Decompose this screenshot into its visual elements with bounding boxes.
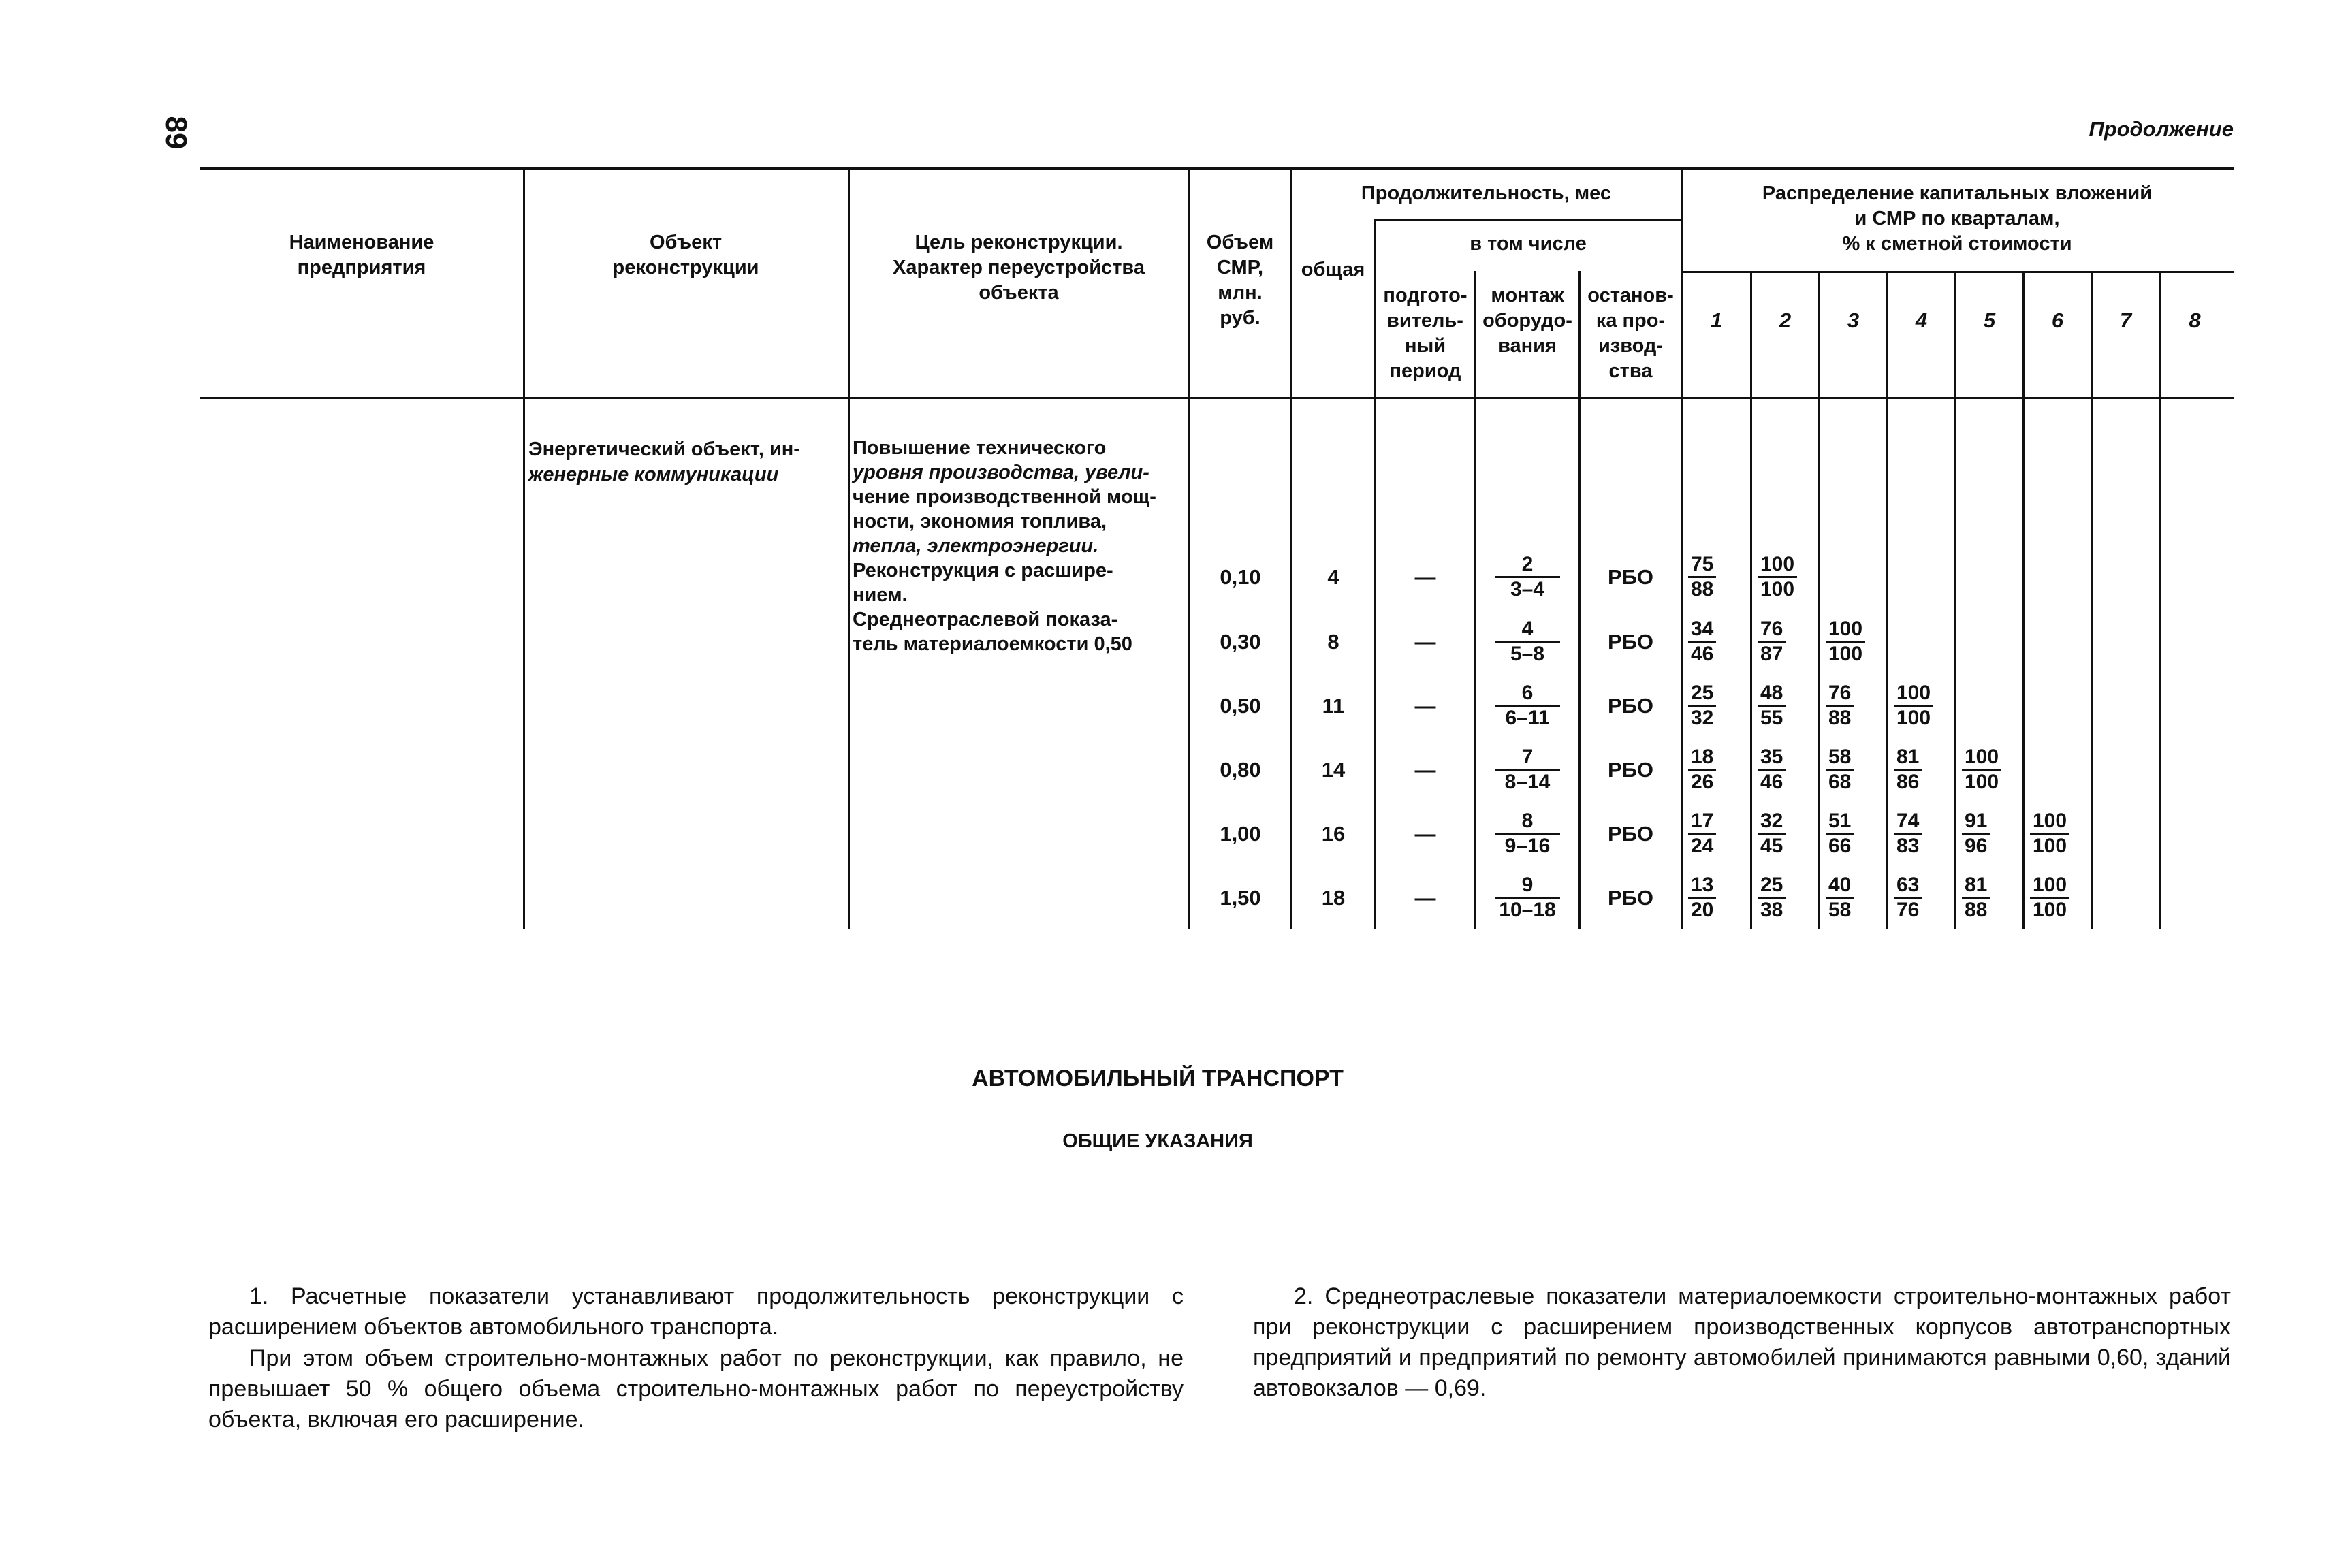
quarter-3-fraction: $\frac{51}{66}$ [1826, 810, 1854, 858]
quarter-5-fraction: $\frac{81}{88}$ [1962, 874, 1990, 922]
section-title-text: АВТОМОБИЛЬНЫЙ ТРАНСПОРТ [972, 1066, 1344, 1091]
total-duration: 16 [1321, 822, 1346, 846]
volume-value: 0,30 [1220, 630, 1261, 654]
quarter-3-fraction: $\frac{76}{88}$ [1826, 682, 1854, 730]
quarter-4-fraction: $\frac{100}{100}$ [1894, 682, 1933, 730]
quarter-4-fraction: $\frac{63}{76}$ [1894, 874, 1922, 922]
volume-value: 0,10 [1220, 565, 1261, 589]
quarter-2-fraction: $\frac{25}{38}$ [1758, 874, 1786, 922]
quarter-4: 4 [1915, 308, 1928, 332]
total-duration: 4 [1327, 565, 1339, 589]
quarter-3-fraction: $\frac{58}{68}$ [1826, 746, 1854, 794]
quarter-2-fraction: $\frac{32}{45}$ [1758, 810, 1786, 858]
quarter-1-fraction: $\frac{13}{20}$ [1688, 874, 1716, 922]
quarter-3-fraction: $\frac{100}{100}$ [1826, 618, 1865, 666]
paragraph-3: 2. Среднеотраслевые показатели материалоемкости строительно-монтажных работ при реконструкции с расширением производственных корпусов автотранспортных предприятий и предприятий по ремонту автомобилей принимаются равными 0,60, зданий автовокзалов — 0,69. [1253, 1283, 2231, 1401]
total-duration: 14 [1321, 758, 1346, 782]
prep-period-value: — [1414, 758, 1436, 782]
quarter-5-fraction: $\frac{100}{100}$ [1962, 746, 2001, 794]
header-duration: Продолжительность, мес [1361, 182, 1612, 204]
header-distribution: Распределение капитальных вложений и СМР по кварталам, % к сметной стоимости [1762, 182, 2153, 255]
quarter-6: 6 [2051, 308, 2064, 332]
quarter-5: 5 [1983, 308, 1996, 332]
quarter-4-fraction: $\frac{81}{86}$ [1894, 746, 1922, 794]
quarter-3: 3 [1847, 308, 1860, 332]
header-enterprise-name: Наименование предприятия [289, 231, 434, 278]
quarter-1-fraction: $\frac{75}{88}$ [1688, 553, 1716, 601]
quarter-5-fraction: $\frac{91}{96}$ [1962, 810, 1990, 858]
stop-value: РБО [1607, 630, 1654, 654]
header-total: общая [1301, 259, 1365, 281]
goal-description: Повышение технического уровня производства, увели- чение производственной мощ- ности, экономия топлива, тепла, электроэнергии. Реконструкция с расшире- нием. Среднеотраслевой показа- тель материалоемкости 0,50 [853, 437, 1156, 655]
quarter-2-fraction: $\frac{35}{46}$ [1758, 746, 1786, 794]
header-object: Объект реконструкции [612, 231, 759, 278]
quarter-8: 8 [2189, 308, 2201, 332]
quarter-2-fraction: $\frac{48}{55}$ [1758, 682, 1786, 730]
quarter-1: 1 [1710, 308, 1723, 332]
page-number: 89 [159, 116, 193, 150]
continuation-label: Продолжение [2089, 117, 2234, 141]
quarter-1-fraction: $\frac{18}{26}$ [1688, 746, 1716, 794]
stop-value: РБО [1607, 822, 1654, 846]
quarter-4-fraction: $\frac{74}{83}$ [1894, 810, 1922, 858]
prep-period-value: — [1414, 630, 1436, 654]
quarter-1-fraction: $\frac{17}{24}$ [1688, 810, 1716, 858]
prep-period-value: — [1414, 565, 1436, 589]
stop-value: РБО [1607, 886, 1654, 910]
header-mounting: монтаж оборудо- вания [1482, 285, 1572, 357]
prep-period-value: — [1414, 886, 1436, 910]
prep-period-value: — [1414, 694, 1436, 718]
header-goal: Цель реконструкции. Характер переустройства объекта [893, 231, 1145, 304]
section-subtitle: ОБЩИЕ УКАЗАНИЯ [1062, 1130, 1253, 1152]
quarter-3-fraction: $\frac{40}{58}$ [1826, 874, 1854, 922]
quarter-2-fraction: $\frac{100}{100}$ [1758, 553, 1797, 601]
paragraph-1: 1. Расчетные показатели устанавливают продолжительность реконструкции с расширением объектов автомобильного транспорта. [208, 1283, 1184, 1340]
quarter-1-fraction: $\frac{25}{32}$ [1688, 682, 1716, 730]
stop-value: РБО [1607, 694, 1654, 718]
quarter-2: 2 [1779, 308, 1792, 332]
header-volume: Объем СМР, млн. руб. [1206, 231, 1274, 329]
mounting-fraction: $\frac{2}{3-4}$ [1478, 553, 1577, 601]
mounting-fraction: $\frac{8}{9-16}$ [1478, 810, 1577, 858]
header-stop: останов- ка про- извод- ства [1587, 285, 1674, 382]
quarter-6-fraction: $\frac{100}{100}$ [2030, 810, 2069, 858]
volume-value: 1,50 [1220, 886, 1261, 910]
object-description: Энергетический объект, ин- женерные коммуникации [528, 438, 800, 485]
stop-value: РБО [1607, 565, 1654, 589]
prep-period-value: — [1414, 822, 1436, 846]
quarter-7: 7 [2119, 308, 2132, 332]
mounting-fraction: $\frac{9}{10-18}$ [1478, 874, 1577, 922]
header-prep-period: подгото- витель- ный период [1383, 285, 1467, 382]
volume-value: 1,00 [1220, 822, 1261, 846]
header-including: в том числе [1470, 233, 1587, 255]
stop-value: РБО [1607, 758, 1654, 782]
mounting-fraction: $\frac{6}{6-11}$ [1478, 682, 1577, 730]
mounting-fraction: $\frac{7}{8-14}$ [1478, 746, 1577, 794]
volume-value: 0,80 [1220, 758, 1261, 782]
total-duration: 8 [1327, 630, 1339, 654]
quarter-2-fraction: $\frac{76}{87}$ [1758, 618, 1786, 666]
mounting-fraction: $\frac{4}{5-8}$ [1478, 618, 1577, 666]
quarter-1-fraction: $\frac{34}{46}$ [1688, 618, 1716, 666]
paragraph-2: При этом объем строительно-монтажных работ по реконструкции, как правило, не превышает 50 % общего объема строительно-монтажных работ по переустройству объекта, включая его расширение. [208, 1345, 1184, 1433]
quarter-6-fraction: $\frac{100}{100}$ [2030, 874, 2069, 922]
total-duration: 11 [1322, 694, 1345, 718]
total-duration: 18 [1321, 886, 1346, 910]
volume-value: 0,50 [1220, 694, 1261, 718]
